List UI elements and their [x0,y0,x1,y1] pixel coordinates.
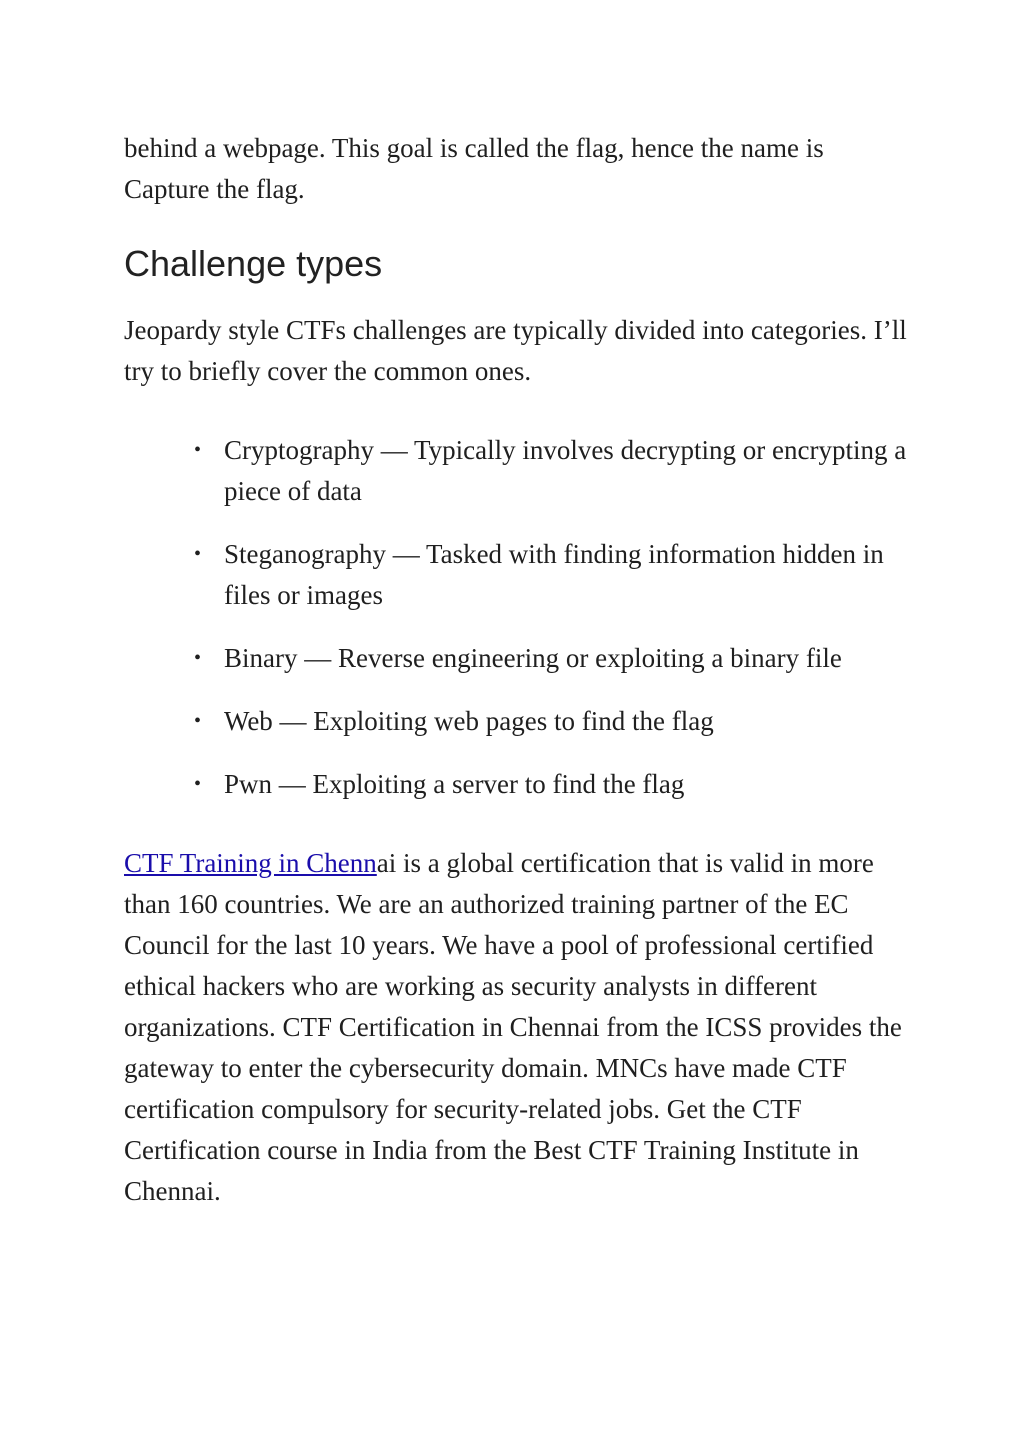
list-item-text: Pwn — Exploiting a server to find the flag [224,769,685,799]
list-item [124,430,914,512]
bullet-icon: • [194,710,202,732]
list-item [124,534,914,616]
list-item [124,638,914,679]
list-item-text: Binary — Reverse engineering or exploiting a binary file [224,643,842,673]
list-item-text: Web — Exploiting web pages to find the flag [224,706,714,736]
bullet-icon: • [194,543,202,565]
bullet-icon: • [194,647,202,669]
document-page [124,128,914,1212]
section-heading: Challenge types [124,243,383,284]
body-paragraph [124,843,914,1212]
ctf-training-link[interactable]: CTF Training in Chenn [124,848,377,878]
list-item [124,764,914,805]
bullet-icon: • [194,773,202,795]
challenge-types-list [124,430,914,805]
list-item [124,701,914,742]
list-item-text: Steganography — Tasked with finding information hidden in files or images [224,539,884,610]
intro-paragraph: behind a webpage. This goal is called the flag, hence the name is Capture the flag. [124,133,824,204]
list-item-text: Cryptography — Typically involves decrypting or encrypting a piece of data [224,435,907,506]
section-intro-paragraph: Jeopardy style CTFs challenges are typically divided into categories. I’ll try to briefly cover the common ones. [124,315,907,386]
body-paragraph-text: ai is a global certification that is valid in more than 160 countries. We are an authorized training partner of the EC Council for the last 10 years. We have a pool of professional certified ethical hackers who are working as security analysts in different organizations. CTF Certification in Chennai from the ICSS provides the gateway to enter the cybersecurity domain. MNCs have made CTF certification compulsory for security-related jobs. Get the CTF Certification course in India from the Best CTF Training Institute in Chennai. [124,848,902,1206]
bullet-icon: • [194,439,202,461]
